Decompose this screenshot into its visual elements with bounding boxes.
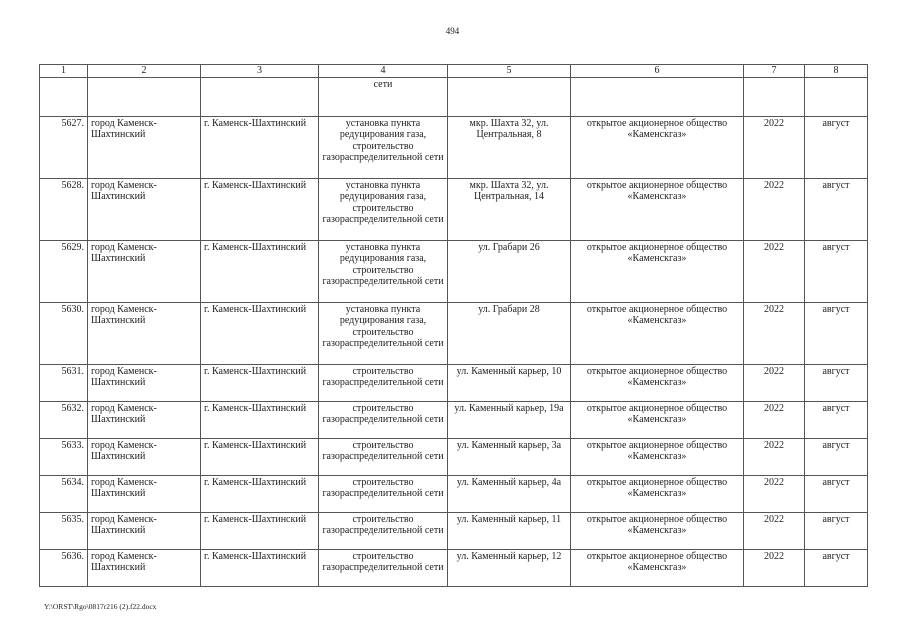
municipality-cell: город Каменск-Шахтинский <box>88 475 201 512</box>
year-cell: 2022 <box>744 549 805 586</box>
row-number-cell: 5635. <box>40 512 88 549</box>
municipality-cell: город Каменск-Шахтинский <box>88 401 201 438</box>
year-cell: 2022 <box>744 475 805 512</box>
continuation-row <box>40 77 868 116</box>
object-cell: установка пункта редуцирования газа, строительство газораспределительной сети <box>319 116 448 178</box>
organization-cell: открытое акционерное общество «Каменскгаз» <box>571 512 744 549</box>
column-header: 3 <box>201 65 319 78</box>
object-cell: сети <box>319 77 448 116</box>
address-cell: ул. Каменный карьер, 11 <box>448 512 571 549</box>
row-number-cell: 5630. <box>40 302 88 364</box>
organization-cell: открытое акционерное общество «Каменскгаз» <box>571 549 744 586</box>
municipality-cell: город Каменск-Шахтинский <box>88 438 201 475</box>
object-cell: строительство газораспределительной сети <box>319 549 448 586</box>
object-cell: установка пункта редуцирования газа, строительство газораспределительной сети <box>319 178 448 240</box>
row-number-cell: 5636. <box>40 549 88 586</box>
column-header: 2 <box>88 65 201 78</box>
column-header: 1 <box>40 65 88 78</box>
table-row <box>40 475 868 512</box>
municipality-cell: город Каменск-Шахтинский <box>88 116 201 178</box>
year-cell: 2022 <box>744 178 805 240</box>
object-cell: строительство газораспределительной сети <box>319 401 448 438</box>
settlement-cell: г. Каменск-Шахтинский <box>201 475 319 512</box>
object-cell: установка пункта редуцирования газа, строительство газораспределительной сети <box>319 240 448 302</box>
year-cell: 2022 <box>744 512 805 549</box>
year-cell: 2022 <box>744 116 805 178</box>
address-cell: ул. Каменный карьер, 3а <box>448 438 571 475</box>
organization-cell: открытое акционерное общество «Каменскгаз» <box>571 438 744 475</box>
column-header: 6 <box>571 65 744 78</box>
municipality-cell: город Каменск-Шахтинский <box>88 512 201 549</box>
month-cell: август <box>805 364 868 401</box>
organization-cell: открытое акционерное общество «Каменскгаз» <box>571 302 744 364</box>
organization-cell: открытое акционерное общество «Каменскгаз» <box>571 401 744 438</box>
year-cell: 2022 <box>744 438 805 475</box>
year-cell: 2022 <box>744 401 805 438</box>
object-cell: строительство газораспределительной сети <box>319 364 448 401</box>
settlement-cell: г. Каменск-Шахтинский <box>201 549 319 586</box>
municipality-cell: город Каменск-Шахтинский <box>88 178 201 240</box>
address-cell: ул. Каменный карьер, 19а <box>448 401 571 438</box>
row-number-cell: 5633. <box>40 438 88 475</box>
settlement-cell: г. Каменск-Шахтинский <box>201 401 319 438</box>
object-cell: строительство газораспределительной сети <box>319 512 448 549</box>
year-cell: 2022 <box>744 240 805 302</box>
row-number-cell: 5629. <box>40 240 88 302</box>
address-cell: мкр. Шахта 32, ул. Центральная, 8 <box>448 116 571 178</box>
row-number-cell: 5634. <box>40 475 88 512</box>
object-cell: строительство газораспределительной сети <box>319 438 448 475</box>
address-cell: ул. Каменный карьер, 10 <box>448 364 571 401</box>
table-row <box>40 438 868 475</box>
organization-cell: открытое акционерное общество «Каменскгаз» <box>571 364 744 401</box>
row-number-cell: 5631. <box>40 364 88 401</box>
organization-cell: открытое акционерное общество «Каменскгаз» <box>571 178 744 240</box>
settlement-cell: г. Каменск-Шахтинский <box>201 512 319 549</box>
address-cell: ул. Каменный карьер, 4а <box>448 475 571 512</box>
row-number-cell: 5632. <box>40 401 88 438</box>
column-numbers-row <box>40 65 868 78</box>
year-cell: 2022 <box>744 364 805 401</box>
column-header: 4 <box>319 65 448 78</box>
year-cell: 2022 <box>744 302 805 364</box>
address-cell: мкр. Шахта 32, ул. Центральная, 14 <box>448 178 571 240</box>
address-cell: ул. Грабари 28 <box>448 302 571 364</box>
organization-cell: открытое акционерное общество «Каменскгаз» <box>571 240 744 302</box>
registry-table <box>39 64 868 587</box>
month-cell: август <box>805 475 868 512</box>
municipality-cell: город Каменск-Шахтинский <box>88 240 201 302</box>
month-cell: август <box>805 116 868 178</box>
table-row <box>40 240 868 302</box>
table-row <box>40 302 868 364</box>
month-cell: август <box>805 401 868 438</box>
settlement-cell: г. Каменск-Шахтинский <box>201 116 319 178</box>
object-cell: строительство газораспределительной сети <box>319 475 448 512</box>
month-cell: август <box>805 240 868 302</box>
municipality-cell: город Каменск-Шахтинский <box>88 364 201 401</box>
column-header: 8 <box>805 65 868 78</box>
settlement-cell: г. Каменск-Шахтинский <box>201 240 319 302</box>
municipality-cell: город Каменск-Шахтинский <box>88 549 201 586</box>
settlement-cell: г. Каменск-Шахтинский <box>201 302 319 364</box>
page-number: 494 <box>445 26 460 36</box>
address-cell: ул. Грабари 26 <box>448 240 571 302</box>
table-row <box>40 364 868 401</box>
month-cell: август <box>805 512 868 549</box>
table-row <box>40 549 868 586</box>
organization-cell: открытое акционерное общество «Каменскгаз» <box>571 116 744 178</box>
row-number-cell: 5628. <box>40 178 88 240</box>
month-cell: август <box>805 178 868 240</box>
municipality-cell: город Каменск-Шахтинский <box>88 302 201 364</box>
footer-file-path: Y:\ORST\Rgo\0817r216 (2).f22.docx <box>44 602 157 611</box>
settlement-cell: г. Каменск-Шахтинский <box>201 364 319 401</box>
address-cell: ул. Каменный карьер, 12 <box>448 549 571 586</box>
column-header: 7 <box>744 65 805 78</box>
table-row <box>40 116 868 178</box>
settlement-cell: г. Каменск-Шахтинский <box>201 178 319 240</box>
table-row <box>40 178 868 240</box>
organization-cell: открытое акционерное общество «Каменскгаз» <box>571 475 744 512</box>
month-cell: август <box>805 302 868 364</box>
settlement-cell: г. Каменск-Шахтинский <box>201 438 319 475</box>
month-cell: август <box>805 438 868 475</box>
table-row <box>40 512 868 549</box>
object-cell: установка пункта редуцирования газа, строительство газораспределительной сети <box>319 302 448 364</box>
table-row <box>40 401 868 438</box>
month-cell: август <box>805 549 868 586</box>
column-header: 5 <box>448 65 571 78</box>
row-number-cell: 5627. <box>40 116 88 178</box>
